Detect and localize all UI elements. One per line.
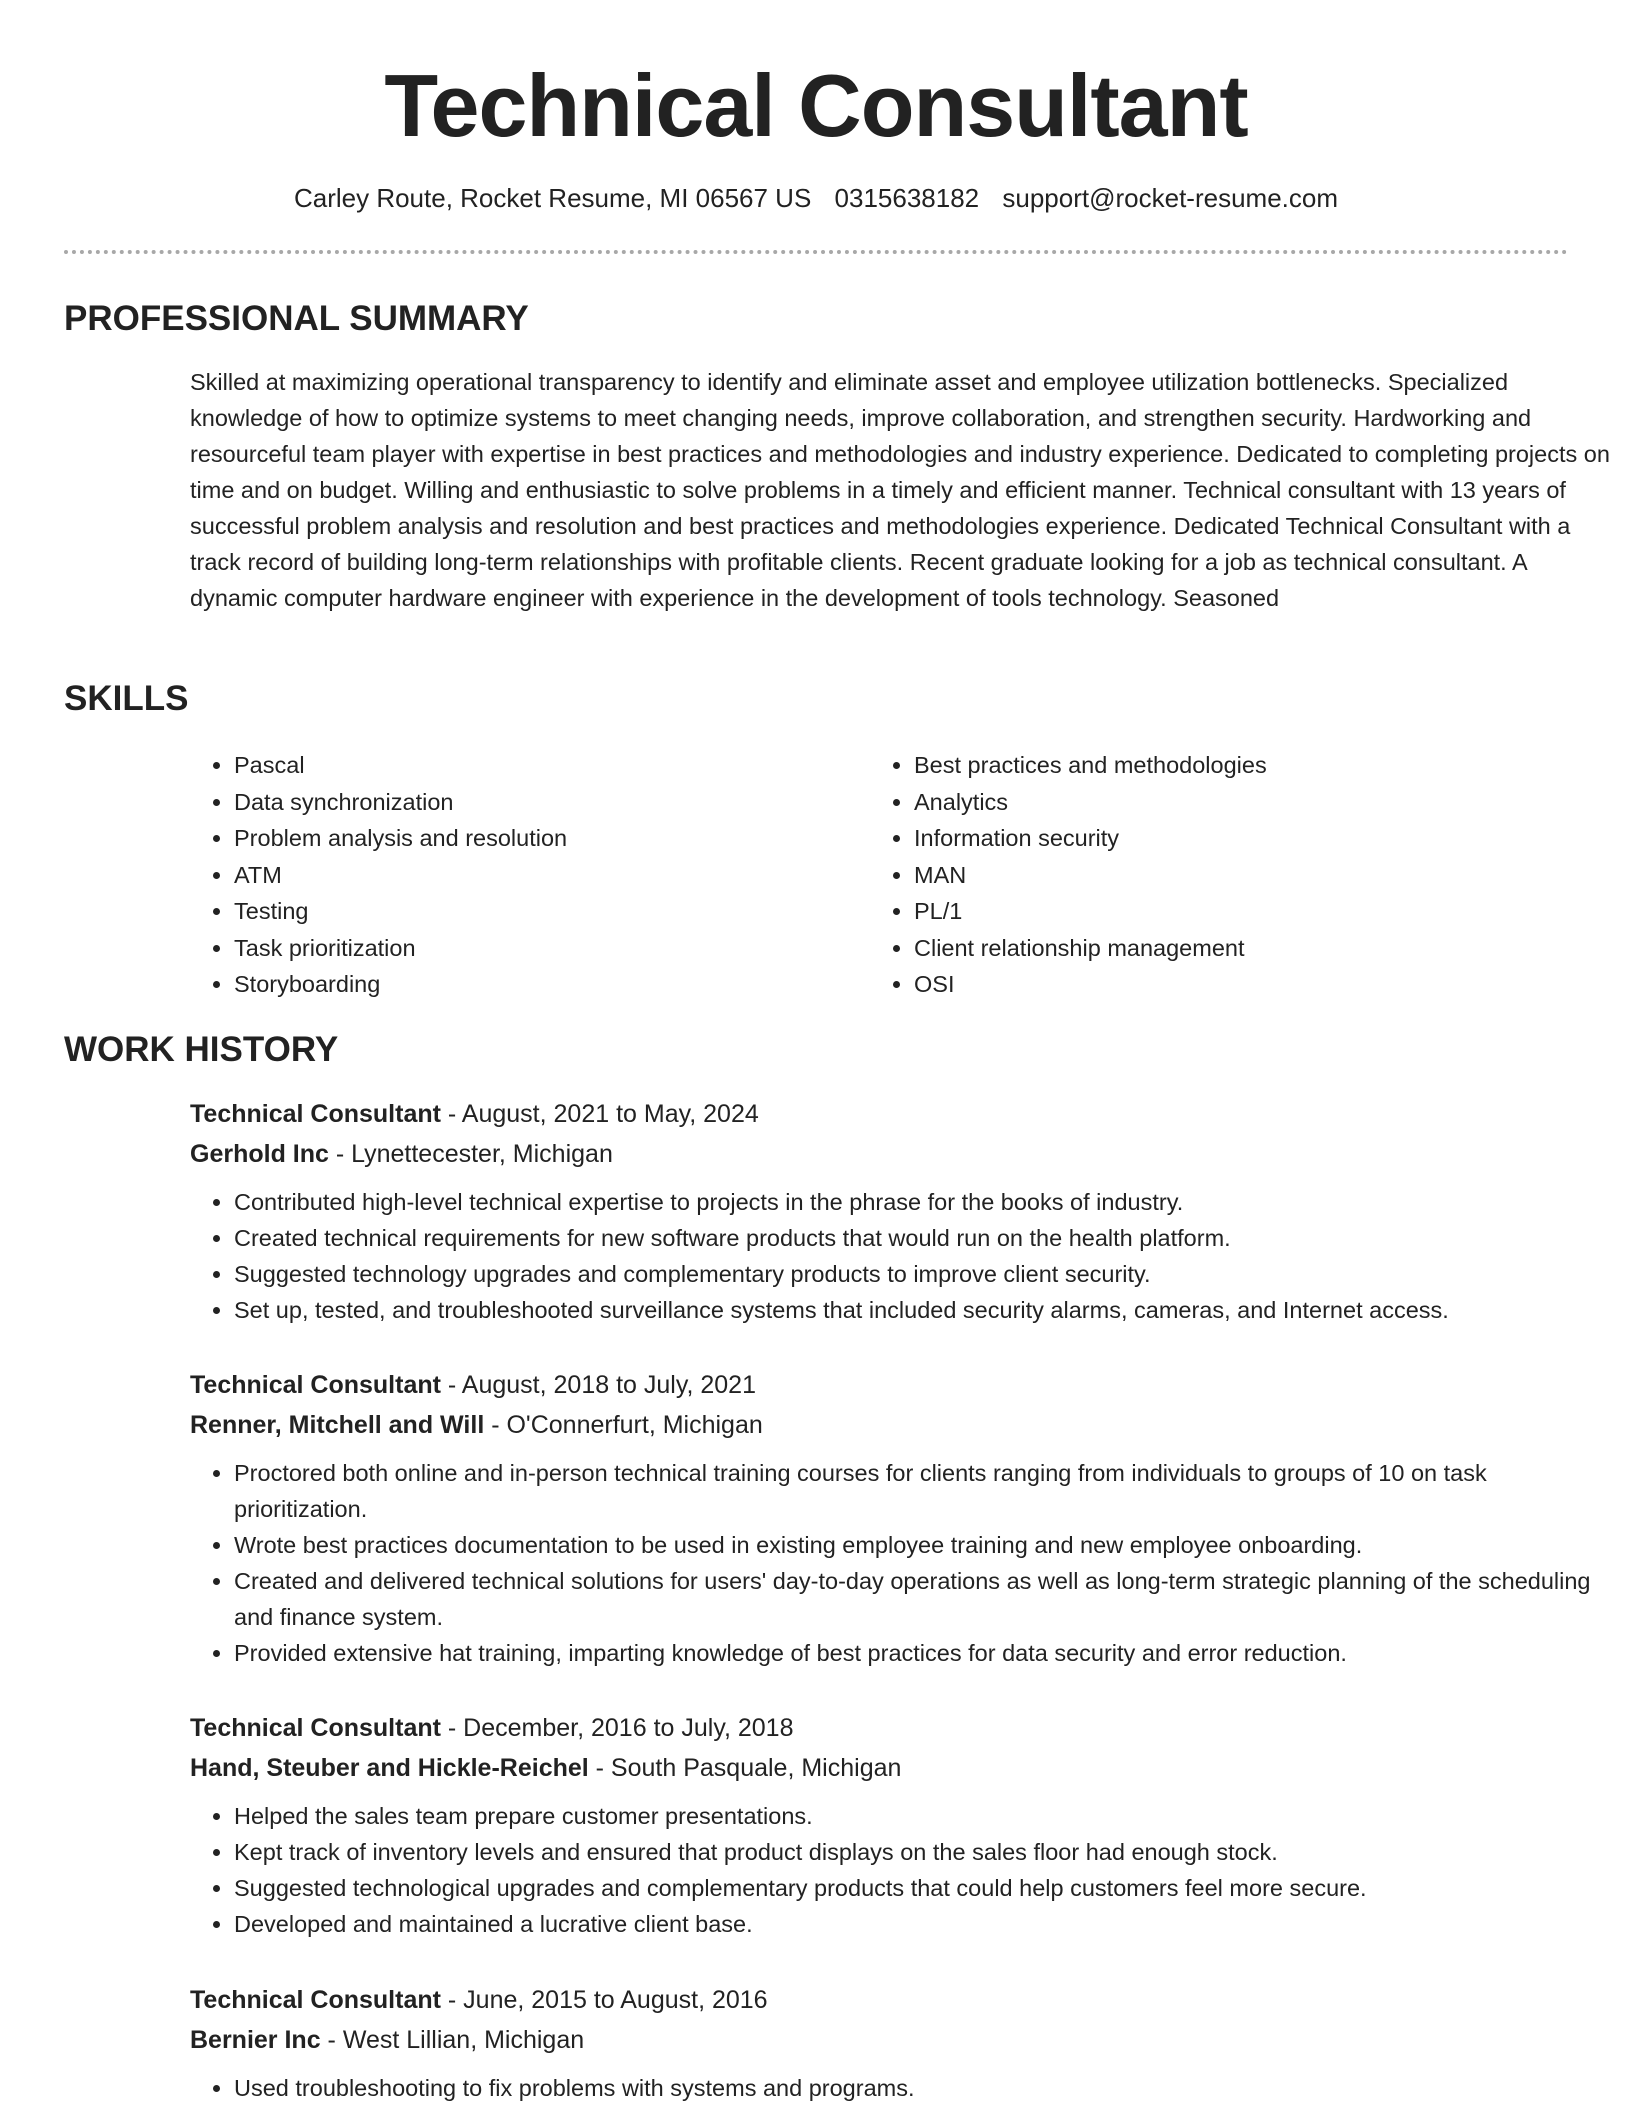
job-dates: - August, 2021 to May, 2024 [440,1100,759,1128]
skill-item: • Analytics [914,784,1267,821]
job-location: - South Pasquale, Michigan [588,1754,902,1782]
skill-item: • MAN [914,857,1267,894]
job-entry [190,1365,1610,1671]
contact-address: Carley Route, Rocket Resume, MI 06567 US [293,183,812,213]
skill-item: • Pascal [234,747,567,784]
skills-heading: SKILLS [64,679,189,718]
contact-phone: 0315638182 [834,183,980,213]
job-bullets [190,1798,1610,1942]
job-bullets [190,1184,1610,1328]
job-bullet: • Proctored both online and in-person technical training courses for clients ranging from individuals to groups of 10 on task prioritization. [234,1455,1610,1527]
job-bullets [190,2070,1610,2106]
job-dates: - June, 2015 to August, 2016 [440,1986,768,2014]
work-history-heading: WORK HISTORY [64,1030,339,1069]
job-company-line [190,1748,1610,1788]
job-bullets [190,1455,1610,1671]
job-title: Technical Consultant [190,1986,441,2014]
job-company: Bernier Inc [190,2026,321,2054]
job-company-line [190,1134,1610,1174]
job-entry [190,1980,1610,2106]
skill-item: • OSI [914,966,1267,1003]
job-bullet: • Suggested technological upgrades and complementary products that could help customers feel more secure. [234,1870,1610,1906]
contact-line [64,180,1568,216]
skill-item: • Problem analysis and resolution [234,820,567,857]
skill-item: • ATM [234,857,567,894]
summary-heading: PROFESSIONAL SUMMARY [64,299,529,338]
job-bullet: • Wrote best practices documentation to be used in existing employee training and new employee onboarding. [234,1527,1610,1563]
job-entry [190,1094,1610,1328]
job-title-line [190,1094,1610,1134]
job-bullet: • Set up, tested, and troubleshooted surveillance systems that included security alarms, cameras, and Internet access. [234,1292,1610,1328]
skill-item: • Information security [914,820,1267,857]
resume-title: Technical Consultant [384,56,1248,155]
contact-email: support@rocket-resume.com [1002,183,1339,213]
job-company: Gerhold Inc [190,1140,329,1168]
job-entry [190,1708,1610,1942]
job-company: Hand, Steuber and Hickle-Reichel [190,1754,589,1782]
job-location: - Lynettecester, Michigan [328,1140,613,1168]
job-dates: - August, 2018 to July, 2021 [440,1371,756,1399]
skill-item: • PL/1 [914,893,1267,930]
skills-column-left [190,747,567,1003]
job-bullet: • Used troubleshooting to fix problems with systems and programs. [234,2070,1610,2106]
job-location: - West Lillian, Michigan [320,2026,585,2054]
header-divider [64,250,1568,254]
skill-item: • Storyboarding [234,966,567,1003]
job-company-line [190,1405,1610,1445]
skill-item: • Client relationship management [914,930,1267,967]
job-location: - O'Connerfurt, Michigan [484,1411,763,1439]
job-bullet: • Kept track of inventory levels and ensured that product displays on the sales floor had enough stock. [234,1834,1610,1870]
summary-text: Skilled at maximizing operational transparency to identify and eliminate asset and employee utilization bottlenecks. Specialized knowledge of how to optimize systems to meet changing needs, improve collaboration, and strengthen security. Hardworking and resourceful team player with expertise in best practices and methodologies and industry experience. Dedicated to completing projects on time and on budget. Willing and enthusiastic to solve problems in a timely and efficient manner. Technical consultant with 13 years of successful problem analysis and resolution and best practices and methodologies experience. Dedicated Technical Consultant with a track record of building long-term relationships with profitable clients. Recent graduate looking for a job as technical consultant. A dynamic computer hardware engineer with experience in the development of tools technology. Seasoned [190,369,1610,611]
job-company: Renner, Mitchell and Will [190,1411,485,1439]
skills-column-right [870,747,1267,1003]
skill-item: • Testing [234,893,567,930]
job-bullet: • Created technical requirements for new software products that would run on the health platform. [234,1220,1610,1256]
job-dates: - December, 2016 to July, 2018 [440,1714,794,1742]
job-bullet: • Contributed high-level technical expertise to projects in the phrase for the books of industry. [234,1184,1610,1220]
job-bullet: • Developed and maintained a lucrative client base. [234,1906,1610,1942]
job-title-line [190,1980,1610,2020]
job-company-line [190,2020,1610,2060]
job-bullet: • Created and delivered technical solutions for users' day-to-day operations as well as long-term strategic planning of the scheduling and finance system. [234,1563,1610,1635]
job-title: Technical Consultant [190,1714,441,1742]
job-title: Technical Consultant [190,1371,441,1399]
job-title-line [190,1708,1610,1748]
job-title-line [190,1365,1610,1405]
job-bullet: • Helped the sales team prepare customer presentations. [234,1798,1610,1834]
job-bullet: • Suggested technology upgrades and complementary products to improve client security. [234,1256,1610,1292]
skill-item: • Best practices and methodologies [914,747,1267,784]
job-title: Technical Consultant [190,1100,441,1128]
skill-item: • Task prioritization [234,930,567,967]
skill-item: • Data synchronization [234,784,567,821]
job-bullet: • Provided extensive hat training, imparting knowledge of best practices for data security and error reduction. [234,1635,1610,1671]
